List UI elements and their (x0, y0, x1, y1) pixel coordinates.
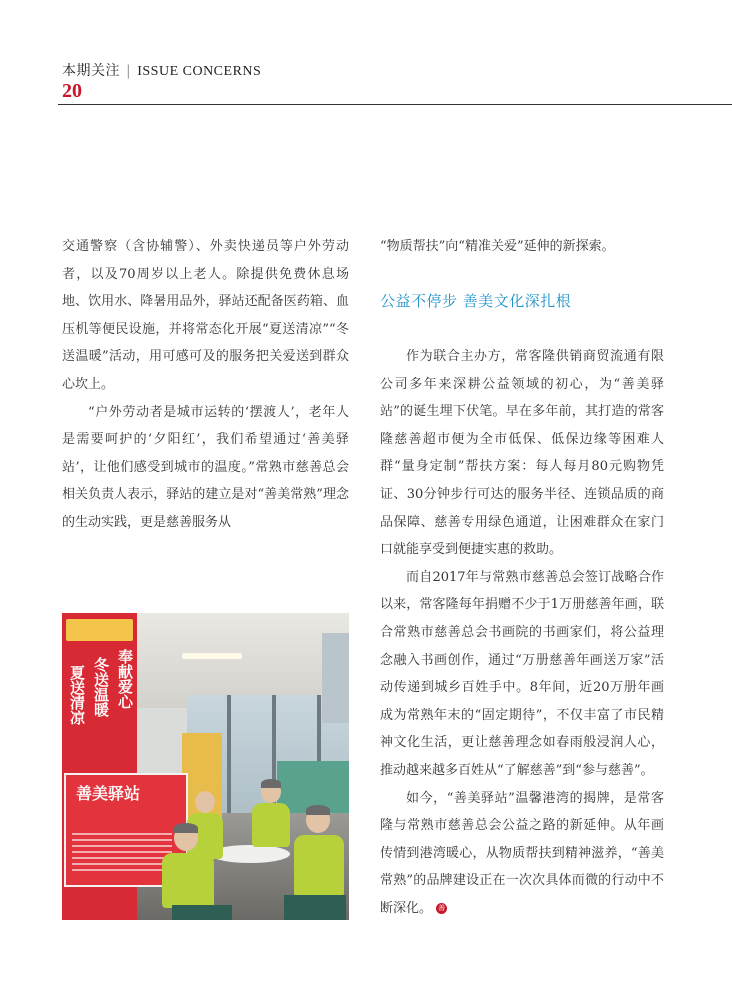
photo-person-hair (306, 805, 330, 815)
photo-banner-header (66, 619, 133, 641)
paragraph: “户外劳动者是城市运转的‘摆渡人’，老年人是需要呵护的‘夕阳红’，我们希望通过‘善美驿站’，让他们感受到城市的温度。”常熟市慈善总会相关负责人表示，驿站的建立是对“善美常熟”理念的生动实践，更是慈善服务从 (62, 404, 349, 530)
article-right-continuation (380, 233, 664, 261)
photo-person (252, 803, 290, 847)
paragraph-last (380, 785, 664, 923)
end-mark-icon: 善 (438, 903, 446, 912)
section-title (62, 60, 732, 80)
photo-light (182, 653, 242, 659)
photo-person-legs (172, 905, 232, 920)
photo-sign-text (72, 833, 172, 873)
header-rule (58, 104, 732, 105)
paragraph: 而自2017年与常熟市慈善总会签订战略合作以来，常客隆每年捐赠不少于1万册慈善年画，联合常熟市慈善总会书画院的书画家们，将公益理念融入书画创作，通过“万册慈善年画送万家”活动传递到城乡百姓手中。8年间，近20万册年画成为常熟年末的“固定期待”，不仅丰富了市民精神文化生活，更让慈善理念如春雨般浸润人心，推动越来越多百姓从“了解慈善”到“参与慈善”。 (380, 569, 664, 778)
photo-person (294, 835, 344, 897)
photo-person-hair (174, 823, 198, 833)
section-title-cn: 本期关注 (62, 63, 120, 79)
photo-person-head (195, 791, 215, 813)
section-subheading: 公益不停步 善美文化深扎根 (380, 292, 572, 310)
paragraph: 交通警察（含协辅警）、外卖快递员等户外劳动者，以及70周岁以上老人。除提供免费休息场地、饮用水、降暑用品外，驿站还配备医药箱、血压机等便民设施，并将常态化开展“夏送清凉”“冬送温暖”活动，用可感可及的服务把关爱送到群众心坎上。 (62, 239, 349, 392)
photo-building (322, 633, 349, 723)
photo-person-hair (261, 779, 281, 788)
banner-line: 冬送温暖 (92, 657, 110, 717)
page-header (62, 60, 732, 102)
article-right-column (380, 343, 664, 922)
photo-person-legs (284, 895, 346, 920)
header-separator: | (126, 63, 132, 79)
paragraph-text: 如今，“善美驿站”温馨港湾的揭牌，是常客隆与常熟市慈善总会公益之路的新延伸。从年画传情到港湾暖心，从物质帮扶到精神滋养，“善美常熟”的品牌建设正在一次次具体而微的行动中不断深化。 (380, 790, 664, 916)
page-number: 20 (62, 80, 82, 102)
paragraph: “物质帮扶”向“精准关爱”延伸的新探索。 (380, 239, 615, 254)
photo-window-frame (227, 695, 231, 815)
photo-person (162, 853, 214, 908)
banner-line: 夏送清凉 (68, 665, 86, 725)
section-title-en: ISSUE CONCERNS (137, 64, 262, 79)
paragraph: 作为联合主办方，常客隆供销商贸流通有限公司多年来深耕公益领域的初心，为“善美驿站”的诞生埋下伏笔。早在多年前，其打造的常客隆慈善超市便为全市低保、低保边缘等困难人群“量身定制”帮扶方案：每人每月80元购物凭证、30分钟步行可达的服务半径、连锁品质的商品保障、慈善专用绿色通道，让困难群众在家门口就能享受到便捷实惠的救助。 (380, 349, 664, 558)
photo-sign-title: 善美驿站 (76, 784, 141, 803)
banner-line: 奉献爱心 (116, 649, 134, 709)
article-photo (62, 613, 349, 920)
article-left-column (62, 233, 349, 537)
